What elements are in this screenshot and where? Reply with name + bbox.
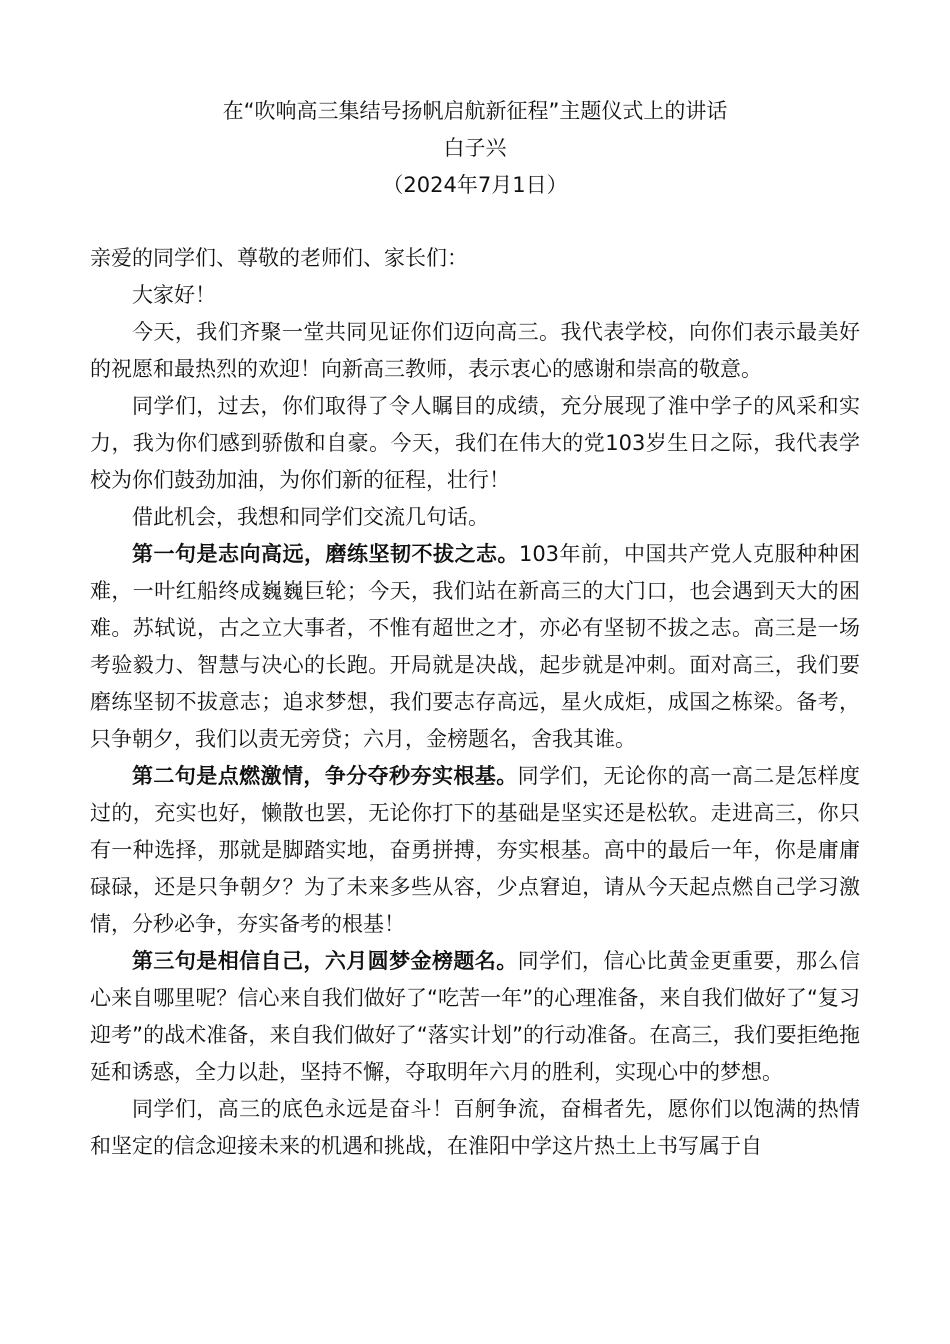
paragraph-point-one (90, 536, 860, 758)
paragraph-achievement (90, 388, 860, 499)
paragraph-transition (90, 499, 860, 536)
paragraph-welcome (90, 314, 860, 388)
speech-body (90, 240, 860, 1165)
salutation: 亲爱的同学们、尊敬的老师们、家长们： (90, 246, 468, 270)
header-spacer (90, 204, 860, 240)
paragraph-text: 同学们，无论你的高一高二是怎样度过的，充实也好，懒散也罢，无论你打下的基础是坚实还是松软。走进高三，你只有一种选择，那就是脚踏实地，奋勇拼搏，夯实根基。高中的最后一年，你是庸庸碌碌，还是只争朝夕？为了未来多些从容，少点窘迫，请从今天起点燃自己学习激情，分秒必争，夯实备考的根基！ (90, 764, 861, 936)
document-header (90, 93, 860, 204)
paragraph-text: 同学们，信心比黄金更重要，那么信心来自哪里呢？信心来自我们做好了“吃苦一年”的心理准备，来自我们做好了“复习迎考”的战术准备，来自我们做好了“落实计划”的行动准备。在高三，我们要拒绝拖延和诱惑，全力以赴，坚持不懈，夺取明年六月的胜利，实现心中的梦想。 (90, 949, 861, 1084)
paragraph-text: 同学们，过去，你们取得了令人瞩目的成绩，充分展现了淮中学子的风采和实力，我为你们感到骄傲和自豪。今天，我们在伟大的党103岁生日之际，我代表学校为你们鼓劲加油，为你们新的征程，壮行！ (90, 394, 860, 492)
paragraph-text: 103年前，中国共产党人克服种种困难，一叶红船终成巍巍巨轮；今天，我们站在新高三的大门口，也会遇到天大的困难。苏轼说，古之立大事者，不惟有超世之才，亦必有坚韧不拔之志。高三是一场考验毅力、智慧与决心的长跑。开局就是决战，起步就是冲刺。面对高三，我们要磨练坚韧不拔意志；追求梦想，我们要志存高远，星火成炬，成国之栋梁。备考，只争朝夕，我们以责无旁贷；六月，金榜题名，舍我其谁。 (90, 542, 860, 751)
speaker-name: 白子兴 (443, 136, 507, 160)
paragraph-text: 今天，我们齐聚一堂共同见证你们迈向高三。我代表学校，向你们表示最美好的祝愿和最热烈的欢迎！向新高三教师，表示衷心的感谢和崇高的敬意。 (90, 320, 860, 381)
document-page (90, 93, 860, 1165)
speech-title: 在“吹响高三集结号扬帆启航新征程”主题仪式上的讲话 (222, 99, 728, 123)
paragraph-closing (90, 1091, 860, 1165)
speech-date: （2024年7月1日） (382, 173, 568, 197)
paragraph-point-three (90, 943, 860, 1091)
paragraph-lead: 第三句是相信自己，六月圆梦金榜题名。 (132, 949, 518, 973)
paragraph-text: 借此机会，我想和同学们交流几句话。 (132, 505, 489, 529)
paragraph-point-two (90, 758, 860, 943)
paragraph-lead: 第一句是志向高远，磨练坚韧不拔之志。 (132, 542, 519, 566)
paragraph-text: 同学们，高三的底色永远是奋斗！百舸争流，奋楫者先，愿你们以饱满的热情和坚定的信念迎接未来的机遇和挑战，在淮阳中学这片热土上书写属于自 (90, 1097, 860, 1158)
paragraph-text: 大家好！ (132, 283, 216, 307)
paragraph-lead: 第二句是点燃激情，争分夺秒夯实根基。 (132, 764, 518, 788)
paragraph-greeting (90, 277, 860, 314)
